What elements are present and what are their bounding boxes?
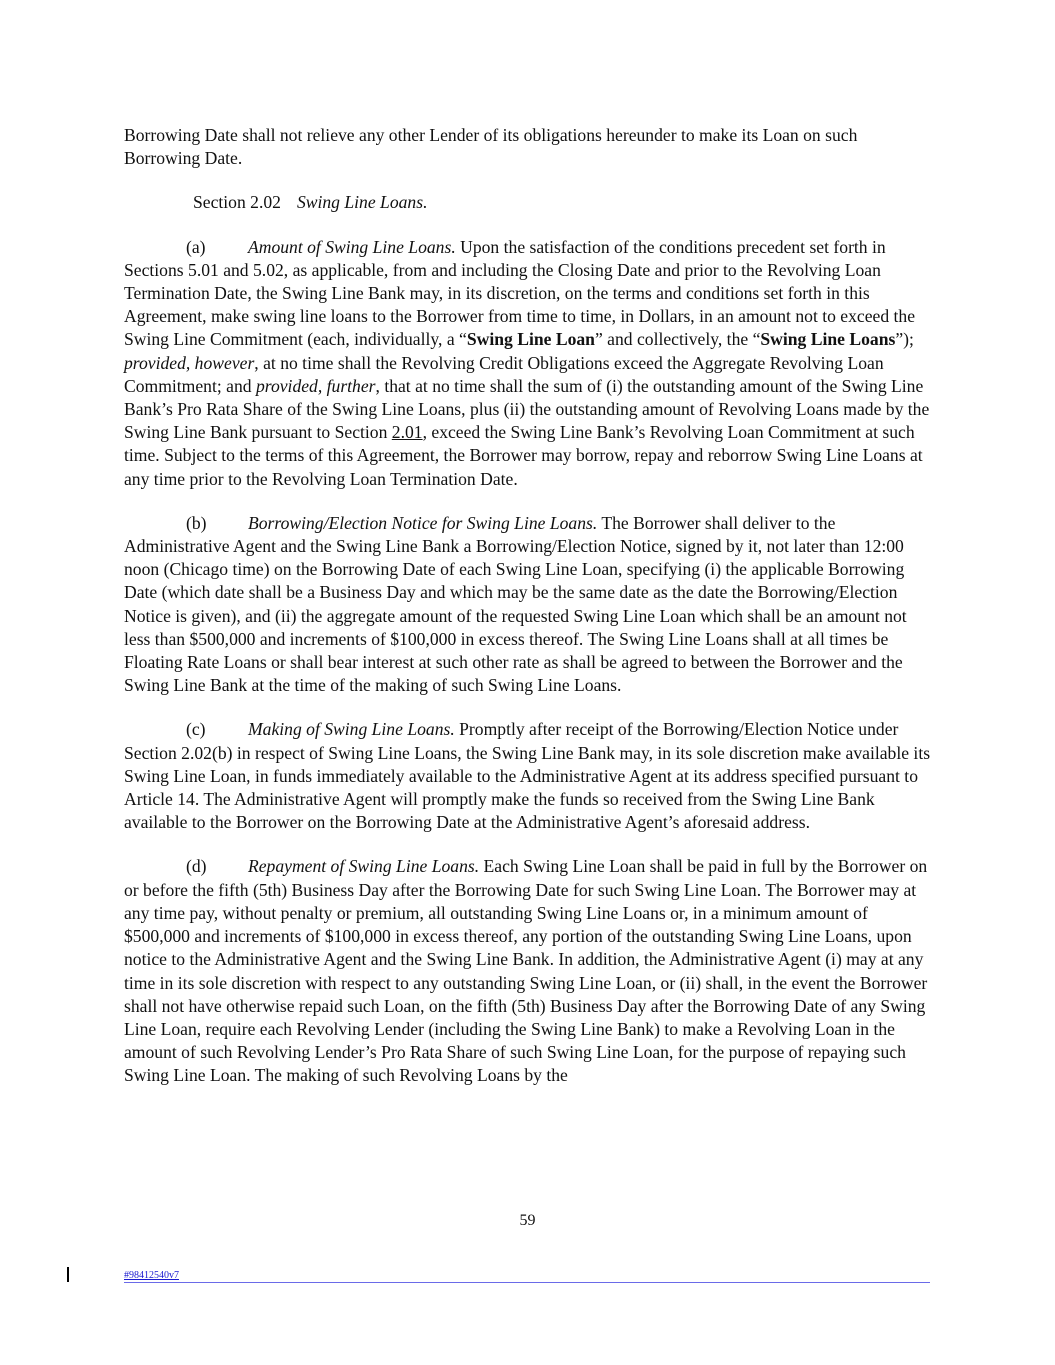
paragraph-heading: Making of Swing Line Loans. — [248, 719, 455, 740]
paragraph-text: , exceed the Swing Line Bank’s Revolving Loan Commitment at such time. Subject to the terms of this Agreement, the Borrower may borrow, repay and reborrow Swing Line Loans at any time prior to the Revolving Loan Termination Date. — [124, 422, 923, 489]
paragraph-text: Upon the satisfaction of the conditions precedent set forth in Sections 5.01 and 5.02, as applicable, from and including the Closing Date and prior to the Revolving Loan Termination Date, the Swing Line Bank may, in its discretion, on the terms and conditions set forth in this Agreement, make swing line loans to the Borrower from time to time, in Dollars, in an amount not to exceed the Swing Line Commitment (each, individually, a “ — [124, 236, 916, 350]
defined-term: Swing Line Loan — [466, 329, 595, 350]
revision-bar — [67, 1267, 69, 1282]
defined-term: Swing Line Loans — [760, 329, 896, 350]
section-heading — [193, 191, 932, 214]
paragraph-label: (d) — [186, 856, 207, 877]
paragraph-text: The Borrower shall deliver to the Administrative Agent and the Swing Line Bank a Borrowing/Election Notice, signed by it, not later than 12:00 noon (Chicago time) on the Borrowing Date of each Swing Line Loan, specifying (i) the applicable Borrowing Date (which date shall be a Business Day and which may be the same date as the date the Borrowing/Election Notice is given), and (ii) the aggregate amount of the requested Swing Line Loan which shall be an amount not less than $500,000 and increments of $100,000 in excess thereof. The Swing Line Loans shall at all times be Floating Rate Loans or shall bear interest at such other rate as shall be agreed to between the Borrower and the Swing Line Bank at the time of the making of such Swing Line Loans. — [124, 512, 907, 696]
paragraph-text: ”); — [895, 329, 914, 350]
paragraph-heading: Repayment of Swing Line Loans. — [248, 856, 480, 877]
paragraph-text: , that at no time shall the sum of (i) the outstanding amount of the Swing Line Bank’s Pro Rata Share of the Swing Line Loans, plus (ii) the outstanding amount of Revolving Loans made by the Swing Line Bank pursuant to Section — [124, 375, 930, 443]
page-number: 59 — [519, 1212, 536, 1229]
paragraph-heading: Amount of Swing Line Loans. — [248, 236, 456, 257]
paragraph-label: (c) — [186, 719, 206, 740]
section-reference: 2.01 — [391, 422, 423, 443]
section-title: Swing Line Loans. — [296, 192, 428, 213]
paragraph-label: (b) — [186, 512, 207, 533]
paragraph-text: ” and collectively, the “ — [594, 329, 761, 350]
continuation-paragraph: Borrowing Date shall not relieve any other Lender of its obligations hereunder to make its Loan on such Borrowing Date. — [124, 125, 858, 169]
proviso-term: provided, further — [255, 375, 376, 396]
paragraph-d — [124, 855, 932, 1087]
proviso-term: provided, however — [124, 352, 255, 373]
paragraph-text: Promptly after receipt of the Borrowing/Election Notice under Section 2.02(b) in respect of Swing Line Loans, the Swing Line Bank may, in its sole discretion make available its Swing Line Loan, in funds immediately available to the Administrative Agent at its address specified pursuant to Article 14. The Administrative Agent will promptly make the funds so received from the Swing Line Bank available to the Borrower on the Borrowing Date at the Administrative Agent’s aforesaid address. — [124, 719, 931, 833]
document-id-link[interactable]: #98412540v7 — [124, 1270, 179, 1281]
paragraph-b — [124, 512, 932, 698]
paragraph-label: (a) — [186, 236, 206, 257]
paragraph-text: , at no time shall the Revolving Credit Obligations exceed the Aggregate Revolving Loan Commitment; and — [124, 352, 884, 396]
paragraph-text: Each Swing Line Loan shall be paid in full by the Borrower on or before the fifth (5th) Business Day after the Borrowing Date for such Swing Line Loan. The Borrower may at any time pay, without penalty or premium, all outstanding Swing Line Loans or, in a minimum amount of $500,000 and increments of $100,000 in excess thereof, any portion of the outstanding Swing Line Loans, upon notice to the Administrative Agent and the Swing Line Bank. In addition, the Administrative Agent (i) may at any time in its sole discretion with respect to any outstanding Swing Line Loan, or (ii) shall, in the event the Borrower shall not have otherwise repaid such Loan, on the fifth (5th) Business Day after the Borrowing Date of any Swing Line Loan, require each Revolving Lender (including the Swing Line Bank) to make a Revolving Loan in the amount of such Revolving Lender’s Pro Rata Share of such Swing Line Loan, for the purpose of repaying such Swing Line Loan. The making of such Revolving Loans by the — [124, 856, 928, 1086]
section-number: Section 2.02 — [193, 192, 281, 213]
document-body — [124, 124, 932, 1109]
paragraph-heading: Borrowing/Election Notice for Swing Line Loans. — [248, 512, 598, 533]
paragraph-a — [124, 236, 932, 491]
footer-rule — [124, 1282, 930, 1283]
paragraph-c — [124, 718, 932, 834]
